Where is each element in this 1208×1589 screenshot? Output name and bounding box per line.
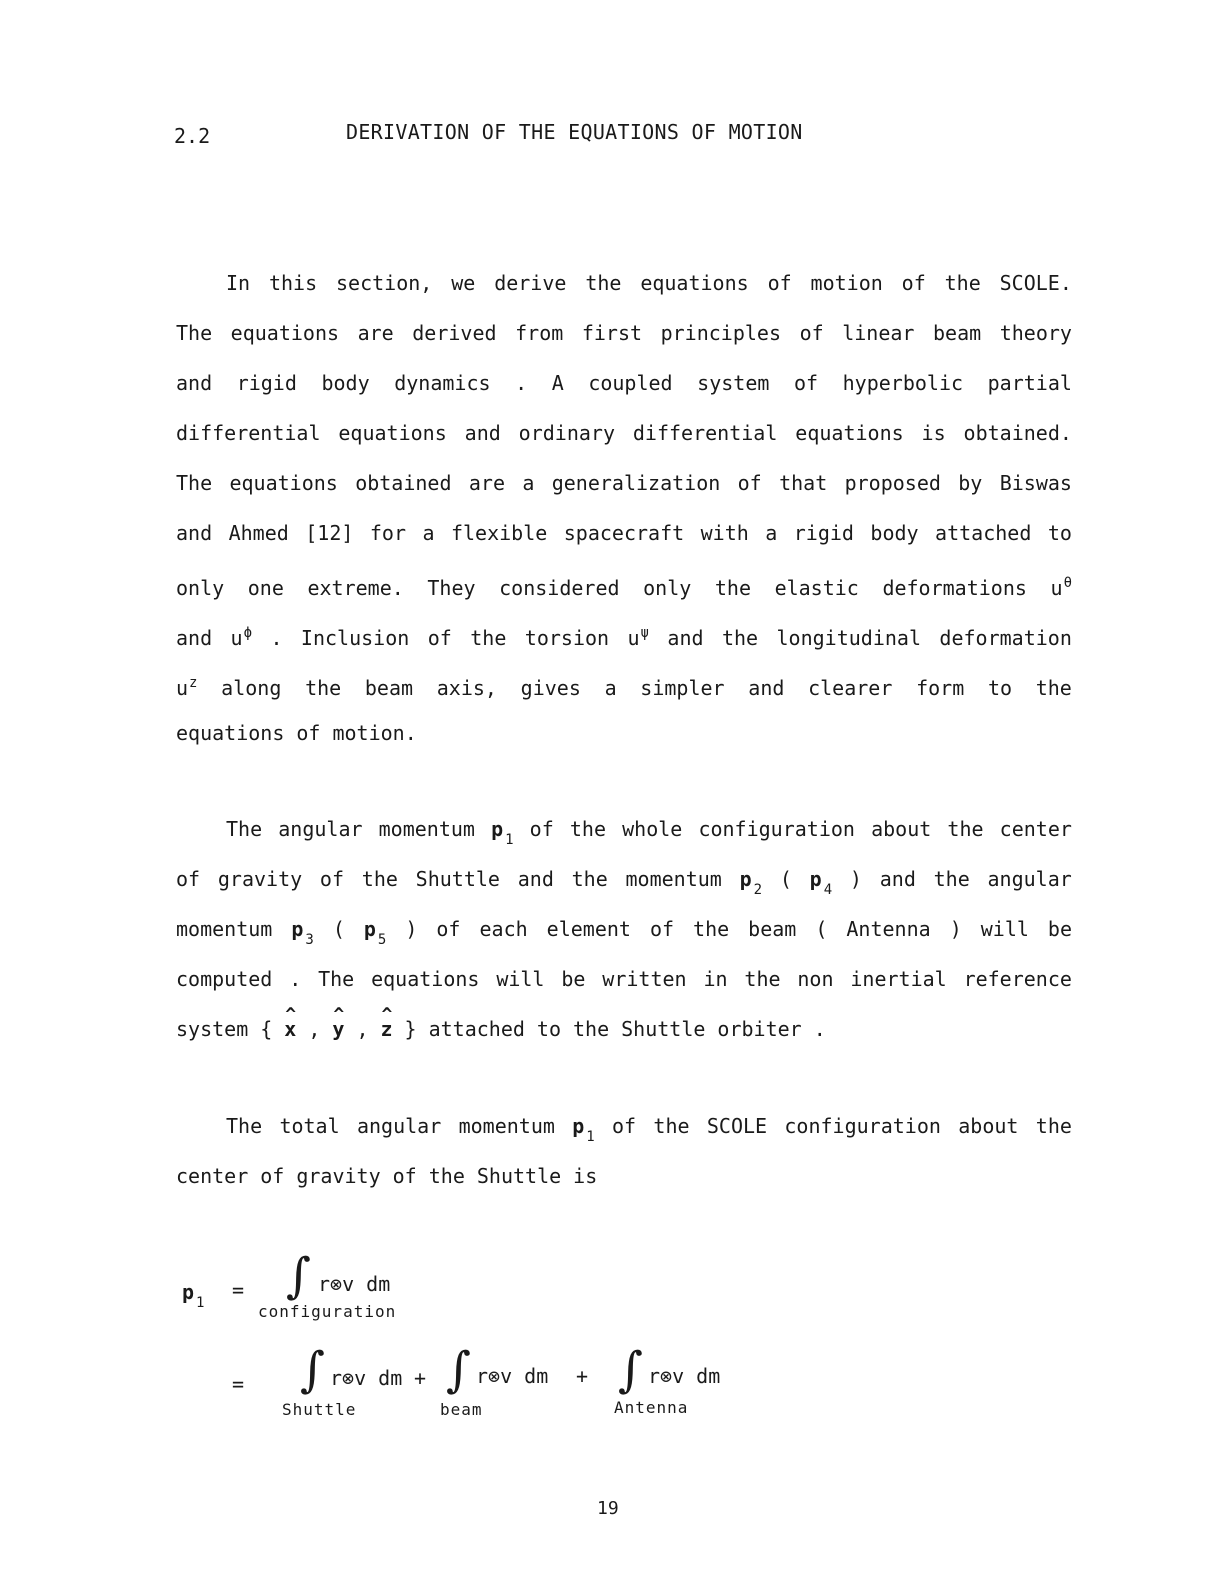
paragraph-intro <box>176 258 1072 758</box>
section-number: 2.2 <box>174 124 211 148</box>
integral-domain: Antenna <box>614 1398 689 1417</box>
text-line: center of gravity of the Shuttle is <box>176 1164 598 1188</box>
symbol-p1: p $_1$ <box>572 1114 595 1145</box>
text-line: $u^z$ along the beam axis, gives a simpler and clearer form to the <box>176 658 1072 708</box>
text-line: equations of motion. <box>176 721 417 745</box>
text-line: only one extreme. They considered only the elastic deformations $u^\theta$ <box>176 558 1072 608</box>
symbol-u-psi: $u^\psi$ <box>627 625 649 650</box>
integrand: r⊗v dm <box>648 1364 721 1388</box>
text-line: computed . The equations will be written in the non inertial reference <box>176 967 1072 991</box>
integral-sign: ∫ <box>446 1342 472 1398</box>
text-line: and $u^\phi$ . Inclusion of the torsion $u^\psi$ and the longitudinal deformation <box>176 608 1072 658</box>
integral-domain: beam <box>440 1400 483 1419</box>
text-line: The total angular momentum p $_1$ of the SCOLE configuration about the <box>176 1101 1072 1151</box>
x-hat: ^ x <box>284 1004 296 1054</box>
symbol-p5: p $_5$ <box>363 917 387 948</box>
z-hat: ^ z <box>380 1004 392 1054</box>
symbol-p3: p $_3$ <box>291 917 314 948</box>
integrand: r⊗v dm <box>318 1272 391 1296</box>
integrand: r⊗v dm <box>330 1366 403 1390</box>
text-line: of gravity of the Shuttle and the momentum p $_2$ ( p $_4$ ) and the angular <box>176 854 1072 904</box>
plus-sign: + <box>414 1366 427 1390</box>
equals-sign: = <box>232 1278 245 1302</box>
symbol-u-z: $u^z$ <box>176 675 198 700</box>
text-line: momentum p $_3$ ( p $_5$ ) of each element of the beam ( Antenna ) will be <box>176 904 1072 954</box>
paragraph-total-momentum <box>176 1101 1072 1201</box>
symbol-u-theta: $u^\theta$ <box>1050 575 1072 600</box>
symbol-p1: p $_1$ <box>491 817 514 848</box>
text-line: and Ahmed [12] for a flexible spacecraft with a rigid body attached to <box>176 521 1072 545</box>
symbol-u-phi: $u^\phi$ <box>230 625 253 650</box>
text-line: In this section, we derive the equations of motion of the SCOLE. <box>226 271 1072 295</box>
integral-domain: Shuttle <box>282 1400 357 1419</box>
plus-sign: + <box>576 1364 589 1388</box>
integral-sign: ∫ <box>618 1342 644 1398</box>
y-hat: ^ y <box>332 1004 344 1054</box>
integral-sign: ∫ <box>300 1342 326 1398</box>
symbol-p2: p $_2$ <box>739 867 763 898</box>
integral-domain: configuration <box>258 1302 397 1321</box>
text-line: The angular momentum p $_1$ of the whole configuration about the center <box>176 804 1072 854</box>
page-number: 19 <box>597 1498 619 1519</box>
equation-lhs: p $_1$ <box>182 1280 205 1311</box>
integral-sign: ∫ <box>286 1248 312 1304</box>
text-line: system { ^ x , ^ y , ^ z } attached to the Shuttle orbiter . <box>176 1004 1072 1054</box>
symbol-p4: p $_4$ <box>809 867 833 898</box>
integrand: r⊗v dm <box>476 1364 549 1388</box>
text-line: The equations obtained are a generalization of that proposed by Biswas <box>176 471 1072 495</box>
text-line: differential equations and ordinary differential equations is obtained. <box>176 421 1072 445</box>
text-line: and rigid body dynamics . A coupled system of hyperbolic partial <box>176 371 1072 395</box>
text-line: The equations are derived from first principles of linear beam theory <box>176 321 1072 345</box>
equals-sign: = <box>232 1372 245 1396</box>
section-title: DERIVATION OF THE EQUATIONS OF MOTION <box>346 120 803 144</box>
paragraph-momentum <box>176 804 1072 1054</box>
